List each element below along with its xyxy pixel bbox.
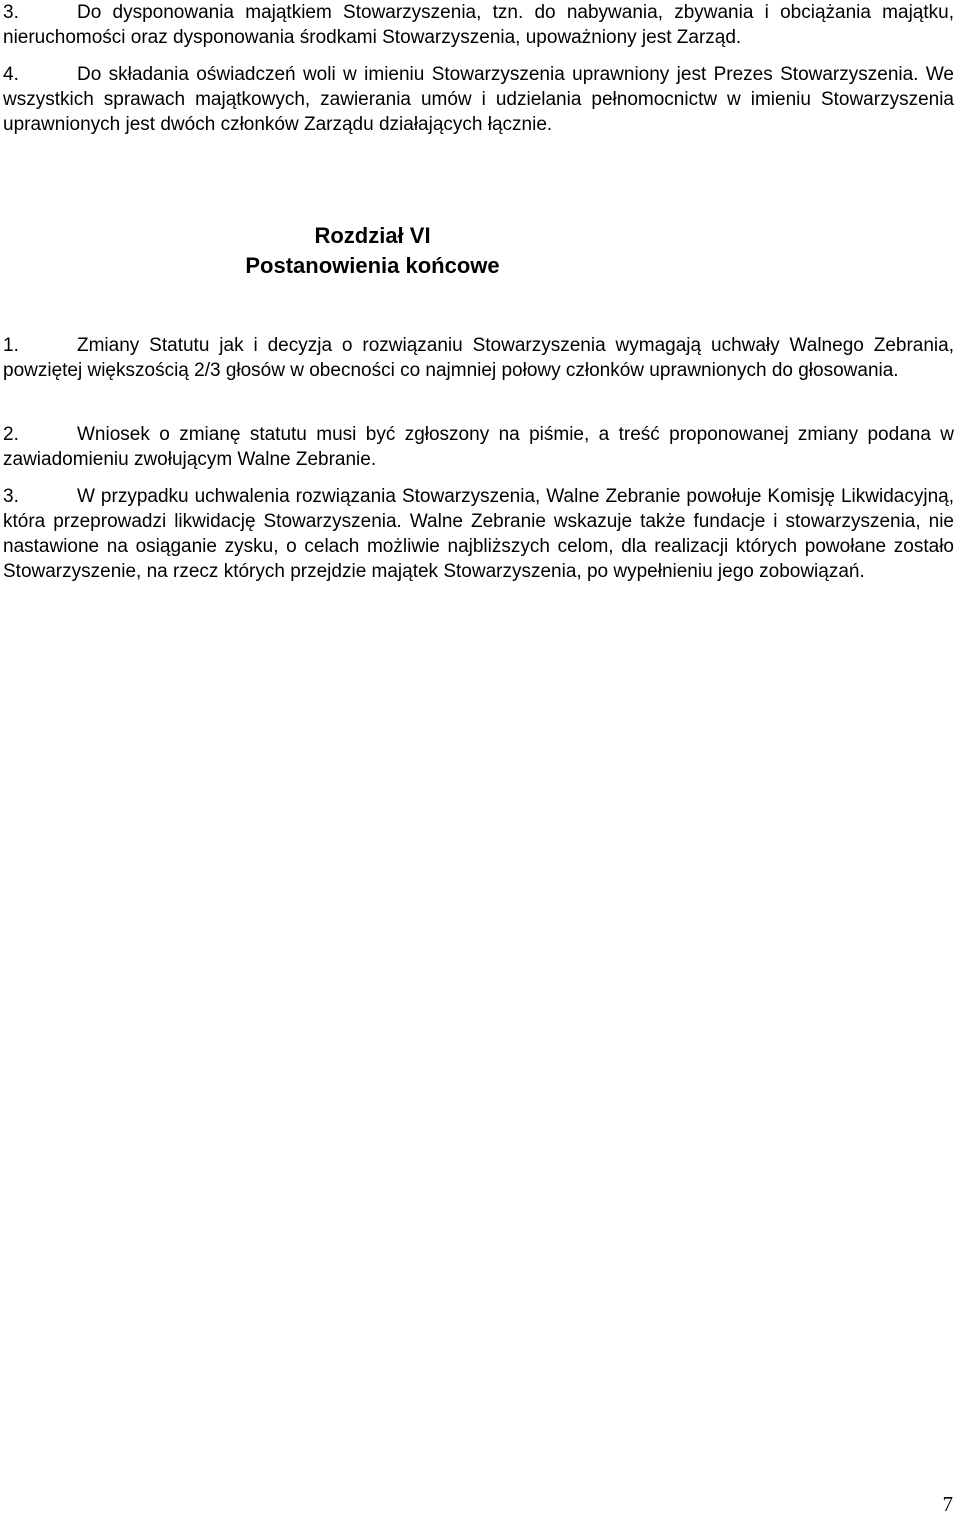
final-paragraph-2 xyxy=(3,422,954,472)
paragraph-text: Wniosek o zmianę statutu musi być zgłoszony na piśmie, a treść proponowanej zmiany podana w zawiadomieniu zwołującym Walne Zebranie. xyxy=(3,424,954,470)
chapter-title: Rozdział VI xyxy=(314,223,431,248)
final-paragraph-3 xyxy=(3,484,954,584)
chapter-subtitle: Postanowienia końcowe xyxy=(245,253,500,278)
paragraph-3 xyxy=(3,0,954,50)
paragraph-text: Zmiany Statutu jak i decyzja o rozwiązaniu Stowarzyszenia wymagają uchwały Walnego Zebrania, powziętej większością 2/3 głosów w obecności co najmniej połowy członków uprawnionych do głosowania. xyxy=(3,335,954,381)
paragraph-text: Do dysponowania majątkiem Stowarzyszenia, tzn. do nabywania, zbywania i obciążania majątku, nieruchomości oraz dysponowania środkami Stowarzyszenia, upoważniony jest Zarząd. xyxy=(3,2,954,48)
paragraph-4 xyxy=(3,62,954,137)
final-paragraph-1 xyxy=(3,333,954,383)
paragraph-number: 4. xyxy=(3,64,19,85)
paragraph-number: 3. xyxy=(3,486,19,507)
paragraph-number: 1. xyxy=(3,335,19,356)
paragraph-number: 3. xyxy=(3,2,19,23)
paragraph-number: 2. xyxy=(3,424,19,445)
paragraph-text: Do składania oświadczeń woli w imieniu Stowarzyszenia uprawniony jest Prezes Stowarzyszenia. We wszystkich sprawach majątkowych, zawierania umów i udzielania pełnomocnictw w imieniu Stowarzyszenia uprawnionych jest dwóch członków Zarządu działających łącznie. xyxy=(3,64,954,135)
paragraph-text: W przypadku uchwalenia rozwiązania Stowarzyszenia, Walne Zebranie powołuje Komisję Likwidacyjną, która przeprowadzi likwidację Stowarzyszenia. Walne Zebranie wskazuje także fundacje i stowarzyszenia, nie nastawione na osiąganie zysku, o celach możliwie najbliższych celom, dla realizacji których powołane zostało Stowarzyszenie, na rzecz których przejdzie majątek Stowarzyszenia, po wypełnieniu jego zobowiązań. xyxy=(3,486,954,582)
page-number: 7 xyxy=(942,1492,953,1516)
